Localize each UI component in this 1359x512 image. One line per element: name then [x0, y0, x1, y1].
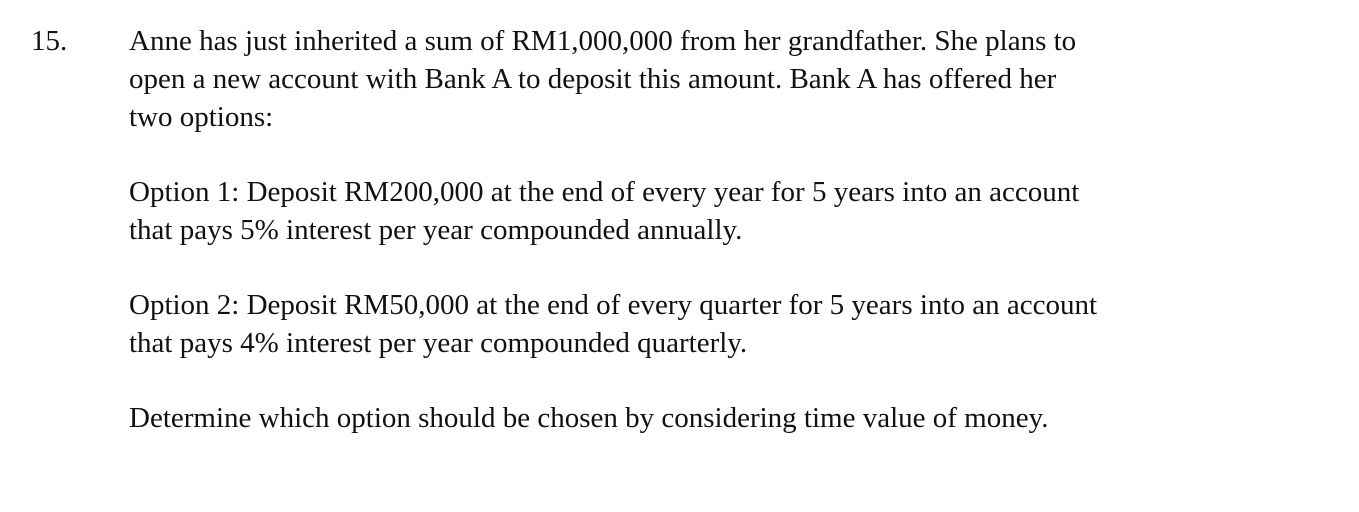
option-1-line: that pays 5% interest per year compounded annually. — [129, 214, 743, 246]
intro-line: two options: — [129, 101, 274, 133]
option-1-text — [129, 173, 1229, 249]
task-instruction — [129, 399, 1229, 437]
intro-line: Anne has just inherited a sum of RM1,000,000 from her grandfather. She plans to — [129, 25, 1077, 57]
question-number: 15. — [31, 25, 68, 57]
question-intro — [129, 22, 1229, 136]
option-2-line: Option 2: Deposit RM50,000 at the end of every quarter for 5 years into an account — [129, 289, 1098, 321]
option-2-line: that pays 4% interest per year compounded quarterly. — [129, 327, 748, 359]
task-line: Determine which option should be chosen by considering time value of money. — [129, 402, 1049, 434]
intro-line: open a new account with Bank A to deposit this amount. Bank A has offered her — [129, 63, 1057, 95]
option-2-text — [129, 286, 1229, 362]
option-1-line: Option 1: Deposit RM200,000 at the end of every year for 5 years into an account — [129, 176, 1080, 208]
question-body — [129, 22, 1229, 474]
